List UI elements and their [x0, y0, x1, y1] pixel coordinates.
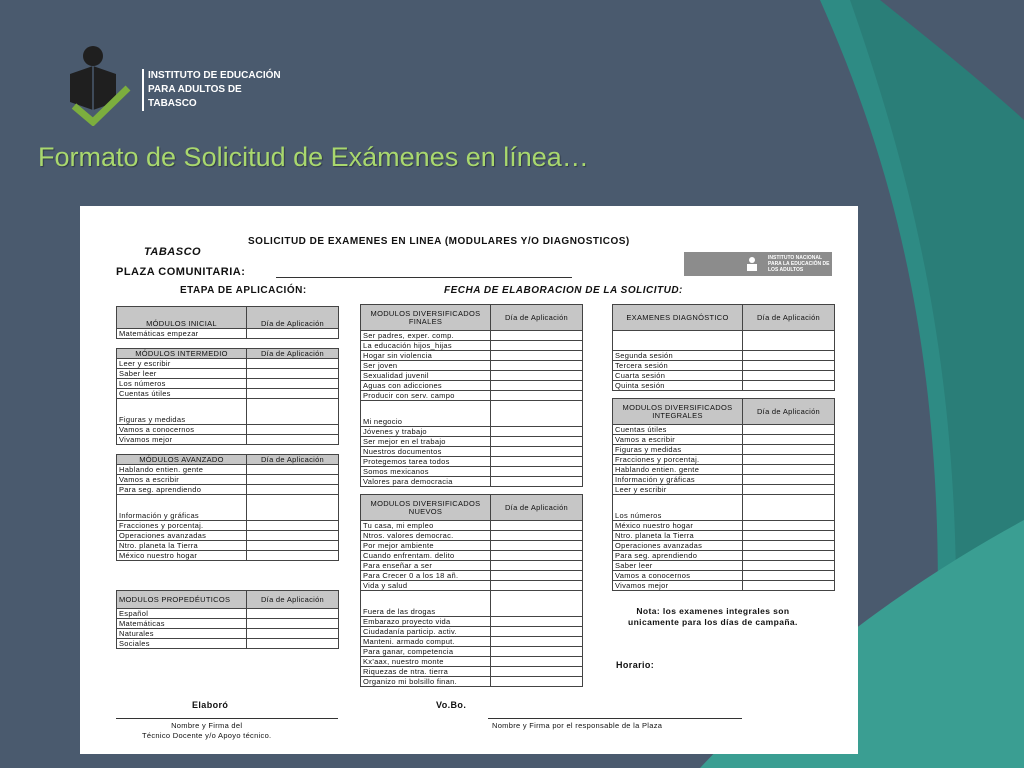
module-name: Vida y salud — [361, 581, 491, 591]
table-row — [117, 609, 339, 619]
table-row — [613, 435, 835, 445]
table-row — [361, 361, 583, 371]
table-row — [613, 445, 835, 455]
module-name: Español — [117, 609, 247, 619]
module-name: Ciudadanía particip. activ. — [361, 627, 491, 637]
module-name: Matemáticas — [117, 619, 247, 629]
module-name: Vivamos mejor — [117, 435, 247, 445]
module-name: Para enseñar a ser — [361, 561, 491, 571]
logo-line-1: INSTITUTO DE EDUCACIÓN — [148, 70, 281, 81]
date-cell[interactable] — [743, 521, 835, 531]
table-div-nuevos — [360, 494, 583, 687]
module-name: Saber leer — [117, 369, 247, 379]
date-col-header: Día de Aplicación — [247, 455, 339, 465]
table-row — [613, 465, 835, 475]
table-row — [361, 521, 583, 531]
module-name: Sociales — [117, 639, 247, 649]
date-cell[interactable] — [491, 521, 583, 531]
module-name: Fracciones y porcentaj. — [117, 521, 247, 531]
table-row — [361, 331, 583, 341]
date-cell[interactable] — [491, 627, 583, 637]
module-name: Por mejor ambiente — [361, 541, 491, 551]
vobo-label: Vo.Bo. — [436, 700, 467, 710]
date-cell[interactable] — [743, 551, 835, 561]
note — [628, 606, 798, 628]
plaza-label: PLAZA COMUNITARIA: — [116, 266, 246, 278]
module-name: Tercera sesión — [613, 361, 743, 371]
date-cell[interactable] — [247, 435, 339, 445]
date-cell[interactable] — [247, 551, 339, 561]
date-cell[interactable] — [491, 391, 583, 401]
date-cell[interactable] — [491, 571, 583, 581]
table-header: MÓDULOS INICIAL — [117, 307, 247, 329]
sig1-line-2: Técnico Docente y/o Apoyo técnico. — [142, 731, 272, 740]
module-name: Figuras y medidas — [613, 445, 743, 455]
date-cell[interactable] — [491, 561, 583, 571]
table-inicial — [116, 306, 339, 339]
table-row — [361, 437, 583, 447]
module-name: Leer y escribir — [613, 485, 743, 495]
date-cell[interactable] — [247, 485, 339, 495]
date-cell[interactable] — [743, 531, 835, 541]
module-name: Figuras y medidas — [117, 399, 247, 425]
date-col-header: Día de Aplicación — [247, 307, 339, 329]
date-cell[interactable] — [247, 495, 339, 521]
date-cell[interactable] — [247, 329, 339, 339]
date-cell[interactable] — [491, 667, 583, 677]
module-name: México nuestro hogar — [613, 521, 743, 531]
table-row — [361, 391, 583, 401]
signature-line-vobo — [488, 718, 742, 719]
table-header: EXAMENES DIAGNÓSTICO — [613, 305, 743, 331]
table-row — [117, 369, 339, 379]
table-propedeuticos — [116, 590, 339, 649]
table-row — [613, 551, 835, 561]
module-name: Los números — [117, 379, 247, 389]
module-name: Información y gráficas — [117, 495, 247, 521]
date-cell[interactable] — [247, 399, 339, 425]
module-name: Vamos a conocernos — [117, 425, 247, 435]
date-cell[interactable] — [247, 541, 339, 551]
table-row — [613, 561, 835, 571]
table-row — [361, 571, 583, 581]
date-cell[interactable] — [247, 359, 339, 369]
date-cell[interactable] — [743, 495, 835, 521]
table-row — [117, 551, 339, 561]
date-cell[interactable] — [491, 581, 583, 591]
module-name: Ntro. planeta la Tierra — [613, 531, 743, 541]
date-cell[interactable] — [743, 561, 835, 571]
date-cell[interactable] — [743, 361, 835, 371]
date-cell[interactable] — [491, 401, 583, 427]
module-name: Naturales — [117, 629, 247, 639]
module-name: Sexualidad juvenil — [361, 371, 491, 381]
date-cell[interactable] — [247, 389, 339, 399]
note-line-2: unicamente para los días de campaña. — [628, 617, 798, 627]
date-cell[interactable] — [743, 381, 835, 391]
module-name: Matemáticas empezar — [117, 329, 247, 339]
module-name: Para seg. aprendiendo — [117, 485, 247, 495]
table-row — [117, 425, 339, 435]
exam-request-form — [80, 206, 858, 754]
table-row — [361, 457, 583, 467]
date-cell[interactable] — [491, 637, 583, 647]
table-row — [117, 629, 339, 639]
table-header: MODULOS DIVERSIFICADOS INTEGRALES — [613, 399, 743, 425]
module-name: Manteni. armado comput. — [361, 637, 491, 647]
module-name: Producir con serv. campo — [361, 391, 491, 401]
module-name: Jóvenes y trabajo — [361, 427, 491, 437]
table-row — [613, 495, 835, 521]
module-name: Para Crecer 0 a los 18 añ. — [361, 571, 491, 581]
date-cell[interactable] — [491, 351, 583, 361]
table-row — [117, 389, 339, 399]
table-row — [361, 541, 583, 551]
table-row — [117, 465, 339, 475]
date-cell[interactable] — [491, 371, 583, 381]
module-name: Operaciones avanzadas — [613, 541, 743, 551]
table-row — [117, 541, 339, 551]
module-name: Ntros. valores democrac. — [361, 531, 491, 541]
date-cell[interactable] — [491, 531, 583, 541]
module-name: La educación hijos_hijas — [361, 341, 491, 351]
badge-text: INSTITUTO NACIONAL PARA LA EDUCACIÓN DE LOS ADULTOS — [768, 255, 830, 273]
date-cell[interactable] — [247, 369, 339, 379]
table-row — [361, 531, 583, 541]
date-cell[interactable] — [247, 629, 339, 639]
module-name: Mi negocio — [361, 401, 491, 427]
table-row — [117, 495, 339, 521]
module-name: Quinta sesión — [613, 381, 743, 391]
date-cell[interactable] — [491, 647, 583, 657]
date-col-header: Día de Aplicación — [491, 495, 583, 521]
table-row — [613, 541, 835, 551]
date-cell[interactable] — [743, 435, 835, 445]
table-row — [361, 371, 583, 381]
module-name: Los números — [613, 495, 743, 521]
date-cell[interactable] — [491, 331, 583, 341]
elaboro-label: Elaboró — [192, 700, 229, 710]
table-header: MODULOS DIVERSIFICADOS NUEVOS — [361, 495, 491, 521]
module-name: Cuando enfrentam. delito — [361, 551, 491, 561]
table-row — [613, 361, 835, 371]
date-cell[interactable] — [247, 465, 339, 475]
table-header: MODULOS PROPEDÉUTICOS — [117, 591, 247, 609]
table-row — [361, 351, 583, 361]
module-name: Organizo mi bolsillo finan. — [361, 677, 491, 687]
table-row — [361, 627, 583, 637]
table-row — [361, 637, 583, 647]
slide-title: Formato de Solicitud de Exámenes en línea… — [38, 142, 589, 172]
table-row — [613, 581, 835, 591]
date-cell[interactable] — [491, 551, 583, 561]
table-row — [613, 425, 835, 435]
table-header: MODULOS DIVERSIFICADOS FINALES — [361, 305, 491, 331]
date-col-header: Día de Aplicación — [743, 305, 835, 331]
table-intermedio — [116, 348, 339, 445]
plaza-line — [276, 277, 572, 278]
date-cell[interactable] — [743, 485, 835, 495]
module-name: Aguas con adicciones — [361, 381, 491, 391]
table-row — [117, 329, 339, 339]
module-name: Cuarta sesión — [613, 371, 743, 381]
module-name: Embarazo proyecto vida — [361, 617, 491, 627]
table-row — [361, 617, 583, 627]
module-name: Cuentas útiles — [117, 389, 247, 399]
table-row — [361, 667, 583, 677]
module-name: Vivamos mejor — [613, 581, 743, 591]
table-row — [117, 531, 339, 541]
date-col-header: Día de Aplicación — [247, 349, 339, 359]
module-name: Tu casa, mi empleo — [361, 521, 491, 531]
table-div-integrales — [612, 398, 835, 591]
date-cell[interactable] — [491, 447, 583, 457]
horario-label: Horario: — [616, 660, 655, 670]
table-row — [361, 591, 583, 617]
table-row — [361, 401, 583, 427]
date-cell[interactable] — [247, 521, 339, 531]
table-row — [117, 521, 339, 531]
signature-caption-elaboro — [142, 721, 271, 741]
table-row — [613, 371, 835, 381]
logo-line-2: PARA ADULTOS DE — [148, 84, 242, 95]
module-name: Ser padres, exper. comp. — [361, 331, 491, 341]
module-name: Cuentas útiles — [613, 425, 743, 435]
date-cell[interactable] — [743, 571, 835, 581]
module-name: Saber leer — [613, 561, 743, 571]
note-line-1: Nota: los examenes integrales son — [636, 606, 790, 616]
signature-line-elaboro — [116, 718, 338, 719]
date-cell[interactable] — [491, 427, 583, 437]
table-row — [613, 475, 835, 485]
table-row — [361, 467, 583, 477]
date-cell[interactable] — [743, 331, 835, 351]
logo-text — [142, 69, 281, 111]
logo-line-3: TABASCO — [148, 98, 197, 109]
module-name: Fracciones y porcentaj. — [613, 455, 743, 465]
module-name: Fuera de las drogas — [361, 591, 491, 617]
date-cell[interactable] — [743, 581, 835, 591]
module-name: Riquezas de ntra. tierra — [361, 667, 491, 677]
date-cell[interactable] — [491, 457, 583, 467]
institution-badge — [684, 252, 832, 276]
date-col-header: Día de Aplicación — [743, 399, 835, 425]
table-row — [117, 485, 339, 495]
module-name: Vamos a conocernos — [613, 571, 743, 581]
table-row — [361, 341, 583, 351]
module-name: Kx'aax, nuestro monte — [361, 657, 491, 667]
reader-logo-icon — [66, 44, 138, 126]
table-row — [613, 331, 835, 351]
date-cell[interactable] — [247, 609, 339, 619]
module-name: Para ganar, competencia — [361, 647, 491, 657]
table-row — [361, 427, 583, 437]
date-cell[interactable] — [491, 657, 583, 667]
table-row — [361, 581, 583, 591]
date-cell[interactable] — [491, 341, 583, 351]
date-cell[interactable] — [491, 591, 583, 617]
table-div-finales — [360, 304, 583, 487]
table-row — [613, 351, 835, 361]
table-row — [117, 359, 339, 369]
table-header: MÓDULOS INTERMEDIO — [117, 349, 247, 359]
table-row — [117, 399, 339, 425]
date-cell[interactable] — [743, 351, 835, 361]
table-row — [361, 677, 583, 687]
etapa-label: ETAPA DE APLICACIÓN: — [180, 285, 307, 296]
table-row — [117, 639, 339, 649]
table-row — [613, 485, 835, 495]
table-row — [361, 381, 583, 391]
date-cell[interactable] — [491, 361, 583, 371]
table-avanzado — [116, 454, 339, 561]
state-label: TABASCO — [144, 246, 202, 258]
table-row — [361, 561, 583, 571]
module-name: Para seg. aprendiendo — [613, 551, 743, 561]
date-cell[interactable] — [247, 619, 339, 629]
module-name: Vamos a escribir — [613, 435, 743, 445]
date-cell[interactable] — [743, 465, 835, 475]
table-row — [361, 447, 583, 457]
date-cell[interactable] — [491, 381, 583, 391]
table-row — [613, 521, 835, 531]
module-name: Hablando entien. gente — [613, 465, 743, 475]
module-name: Ser mejor en el trabajo — [361, 437, 491, 447]
date-cell[interactable] — [491, 467, 583, 477]
table-row — [361, 477, 583, 487]
module-name: Operaciones avanzadas — [117, 531, 247, 541]
table-row — [613, 455, 835, 465]
date-cell[interactable] — [491, 477, 583, 487]
table-row — [117, 619, 339, 629]
module-name: Somos mexicanos — [361, 467, 491, 477]
date-cell[interactable] — [491, 617, 583, 627]
date-cell[interactable] — [743, 425, 835, 435]
form-title: SOLICITUD DE EXAMENES EN LINEA (MODULARES Y/O DIAGNOSTICOS) — [248, 236, 630, 247]
date-cell[interactable] — [491, 677, 583, 687]
table-row — [361, 551, 583, 561]
date-cell[interactable] — [743, 371, 835, 381]
date-cell[interactable] — [491, 437, 583, 447]
module-name: México nuestro hogar — [117, 551, 247, 561]
signature-caption-vobo: Nombre y Firma por el responsable de la Plaza — [492, 721, 663, 730]
date-cell[interactable] — [247, 475, 339, 485]
sig1-line-1: Nombre y Firma del — [171, 721, 243, 730]
module-name: Vamos a escribir — [117, 475, 247, 485]
date-cell[interactable] — [743, 541, 835, 551]
date-cell[interactable] — [743, 475, 835, 485]
date-cell[interactable] — [247, 531, 339, 541]
date-col-header: Día de Aplicación — [491, 305, 583, 331]
module-name: Ntro. planeta la Tierra — [117, 541, 247, 551]
date-cell[interactable] — [247, 639, 339, 649]
table-row — [117, 435, 339, 445]
date-cell[interactable] — [743, 445, 835, 455]
table-row — [361, 647, 583, 657]
module-name: Segunda sesión — [613, 351, 743, 361]
date-cell[interactable] — [491, 541, 583, 551]
module-name: Hogar sin violencia — [361, 351, 491, 361]
module-name: Hablando entien. gente — [117, 465, 247, 475]
module-name: Ser joven — [361, 361, 491, 371]
date-cell[interactable] — [247, 425, 339, 435]
table-row — [117, 475, 339, 485]
date-col-header: Día de Aplicación — [247, 591, 339, 609]
table-row — [613, 571, 835, 581]
institution-logo-icon — [744, 256, 760, 272]
module-name: Información y gráficas — [613, 475, 743, 485]
module-name: Protegemos tarea todos — [361, 457, 491, 467]
module-name: Leer y escribir — [117, 359, 247, 369]
table-header: MÓDULOS AVANZADO — [117, 455, 247, 465]
module-name: Nuestros documentos — [361, 447, 491, 457]
table-row — [613, 531, 835, 541]
date-cell[interactable] — [743, 455, 835, 465]
fecha-label: FECHA DE ELABORACION DE LA SOLICITUD: — [444, 285, 683, 296]
blank-cell — [613, 331, 743, 351]
date-cell[interactable] — [247, 379, 339, 389]
table-row — [117, 379, 339, 389]
module-name: Valores para democracia — [361, 477, 491, 487]
table-row — [361, 657, 583, 667]
table-diagnostico — [612, 304, 835, 391]
table-row — [613, 381, 835, 391]
